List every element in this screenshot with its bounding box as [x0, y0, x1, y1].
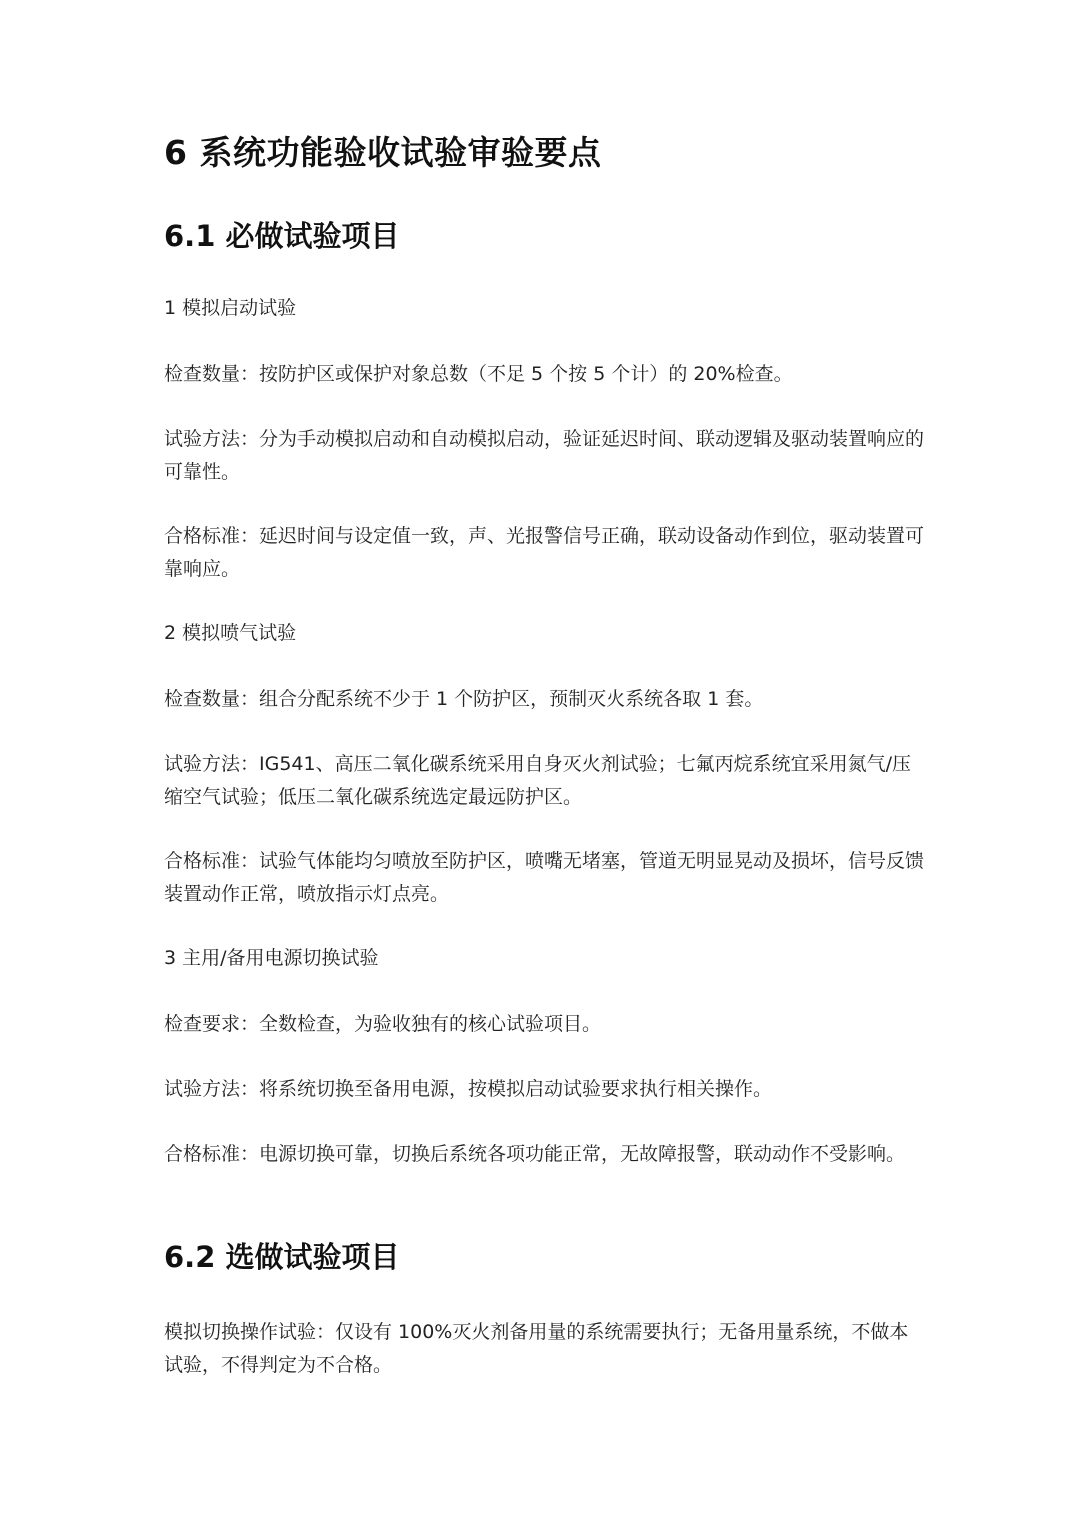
item3-requirement: 检查要求：全数检查，为验收独有的核心试验项目。	[164, 1013, 602, 1035]
item1-title: 1 模拟启动试验	[164, 297, 297, 319]
item1-quantity: 检查数量：按防护区或保护对象总数（不足 5 个按 5 个计）的 20%检查。	[164, 363, 793, 385]
item3-standard: 合格标准：电源切换可靠，切换后系统各项功能正常，无故障报警，联动动作不受影响。	[164, 1143, 906, 1165]
section-heading-6-2: 6.2 选做试验项目	[164, 1240, 400, 1274]
item1-method: 试验方法：分为手动模拟启动和自动模拟启动，验证延迟时间、联动逻辑及驱动装置响应的可靠性。	[164, 428, 925, 483]
page-title: 6 系统功能验收试验审验要点	[164, 133, 602, 172]
item2-title: 2 模拟喷气试验	[164, 622, 297, 644]
item2-standard: 合格标准：试验气体能均匀喷放至防护区，喷嘴无堵塞，管道无明显晃动及损坏，信号反馈装置动作正常，喷放指示灯点亮。	[164, 850, 925, 905]
section-heading-6-1: 6.1 必做试验项目	[164, 219, 400, 253]
item2-method: 试验方法：IG541、高压二氧化碳系统采用自身灭火剂试验；七氟丙烷系统宜采用氮气/压缩空气试验；低压二氧化碳系统选定最远防护区。	[164, 753, 911, 808]
item2-quantity: 检查数量：组合分配系统不少于 1 个防护区，预制灭火系统各取 1 套。	[164, 688, 764, 710]
item3-title: 3 主用/备用电源切换试验	[164, 947, 379, 969]
section2-body: 模拟切换操作试验：仅设有 100%灭火剂备用量的系统需要执行；无备用量系统，不做本试验，不得判定为不合格。	[164, 1321, 909, 1376]
item1-standard: 合格标准：延迟时间与设定值一致，声、光报警信号正确，联动设备动作到位，驱动装置可靠响应。	[164, 525, 925, 580]
item3-method: 试验方法：将系统切换至备用电源，按模拟启动试验要求执行相关操作。	[164, 1078, 773, 1100]
